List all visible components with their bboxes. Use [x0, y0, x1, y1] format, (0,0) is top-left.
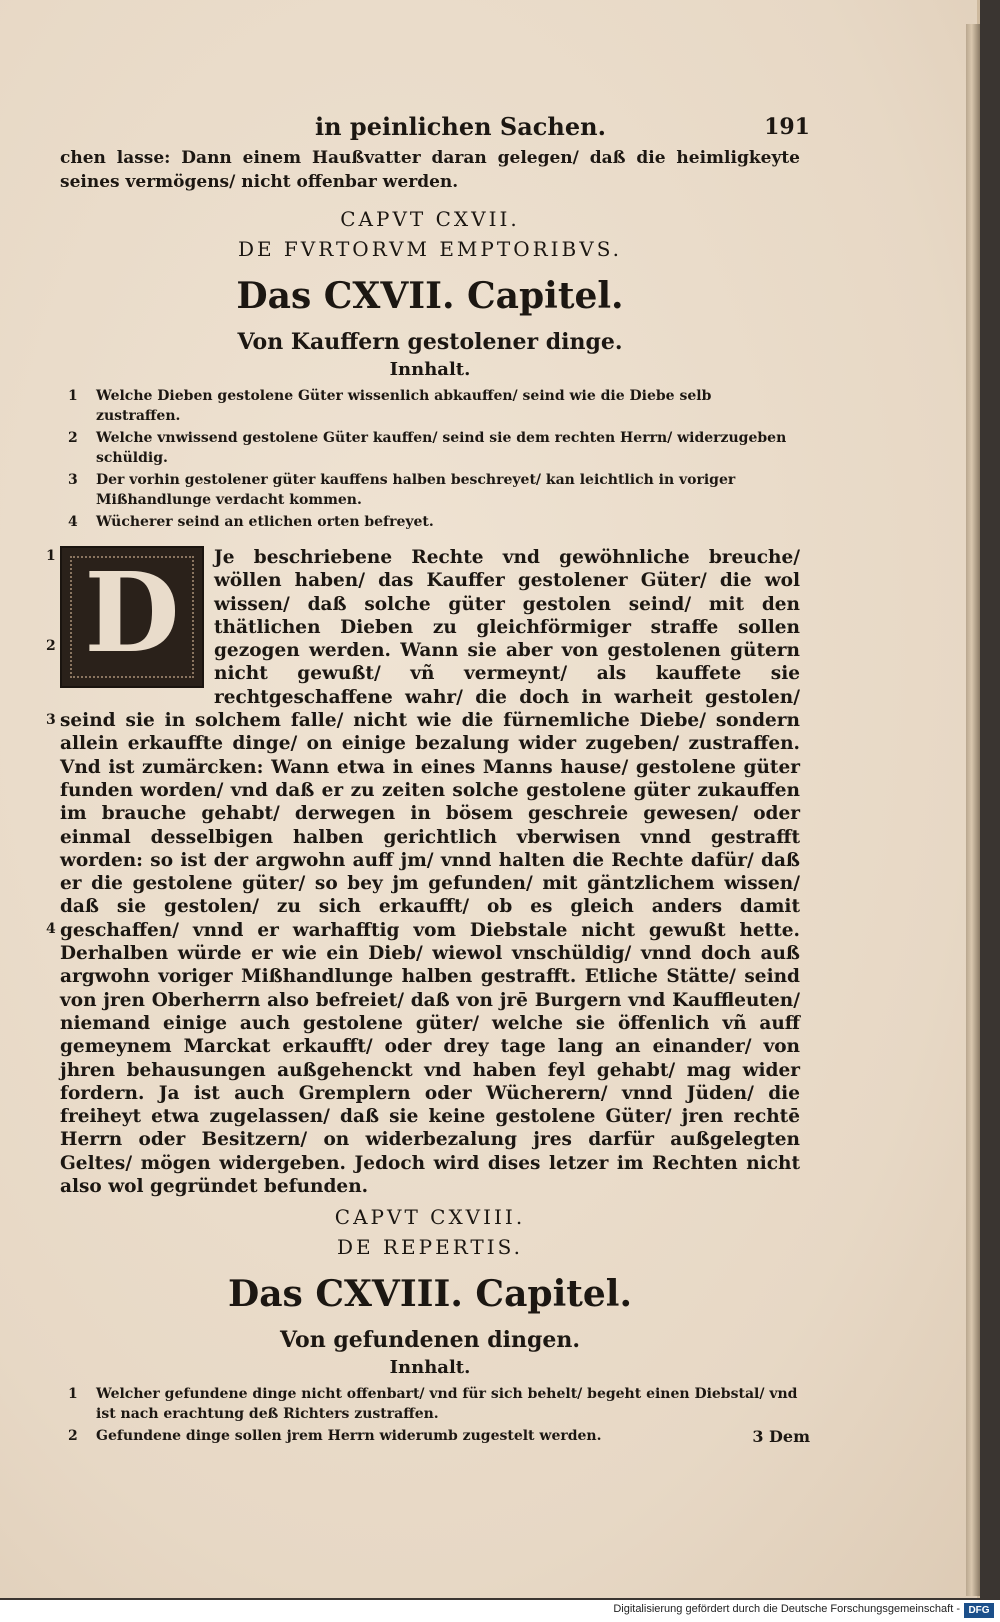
summary-item: 2 Gefundene dinge sollen jrem Herrn widerumb zugestelt werden. [68, 1428, 602, 1445]
running-title: in peinlichen Sachen. [315, 112, 606, 141]
folio-number: 191 [764, 114, 810, 140]
summary-list [60, 1384, 800, 1446]
margin-number: 4 [46, 921, 56, 937]
inhalt-label: Innhalt. [389, 1357, 471, 1379]
margin-number: 3 [46, 712, 56, 728]
summary-item: 2 Welche vnwissend gestolene Güter kauffen/ seind sie dem rechten Herrn/ widerzugeben schüldig. [68, 430, 787, 466]
carryover-text: chen lasse: Dann einem Haußvatter daran gelegen/ daß die heimligkeyte seines vermögens/ nicht offenbar werden. [60, 148, 800, 192]
chapter-heading: Das CXVIII. Capitel. [227, 1273, 632, 1316]
inhalt-label: Innhalt. [389, 359, 471, 380]
latin-title: DE REPERTIS. [337, 1235, 523, 1260]
dfg-logo: DFG [964, 1603, 994, 1618]
caput-heading: CAPVT CXVII. [340, 207, 520, 231]
summary-item: 3 Der vorhin gestolener güter kauffens halben beschreyet/ kan leichtlich in voriger Mißhandlunge verdacht kommen. [68, 472, 736, 508]
chapter-subtitle: Von Kauffern gestolener dinge. [237, 329, 623, 355]
chapter-heading: Das CXVII. Capitel. [236, 275, 624, 317]
summary-item: 4 Wücherer seind an etlichen orten befreyet. [68, 514, 434, 530]
decorated-initial: D [60, 546, 204, 688]
page-edge [966, 24, 980, 1596]
footer-bar [0, 1600, 1000, 1622]
running-head [60, 112, 810, 146]
latin-title: DE FVRTORVM EMPTORIBVS. [237, 237, 623, 261]
summary-item: 1 Welcher gefundene dinge nicht offenbart/ vnd für sich behelt/ begeht einen Diebstal/ vnd ist nach erachtung deß Richters zustraffen. [68, 1386, 798, 1423]
margin-number: 1 [46, 548, 56, 564]
funding-credit: Digitalisierung gefördert durch die Deutsche Forschungsgemeinschaft - [613, 1603, 960, 1615]
margin-number: 2 [46, 638, 56, 654]
catchword: 3 Dem [752, 1427, 810, 1447]
chapter-body [46, 546, 800, 1198]
caput-heading: CAPVT CXVIII. [334, 1205, 526, 1230]
chapter-subtitle: Von gefundenen dingen. [279, 1327, 580, 1354]
page-content [46, 112, 810, 1448]
summary-list [60, 386, 800, 532]
body-paragraph: Je beschriebene Rechte vnd gewöhnliche breuche/ wöllen haben/ das Kauffer gestolener Güter/ die wol wissen/ daß solche güter gestolen seind/ mit den thätlichen Dieben zu gleichförmiger straffe sollen gezogen werden. Wann sie aber von gestolenen gütern nicht gewußt/ vñ vermeynt/ als kauffete sie rechtgeschaffene wahr/ die doch in warheit gestolen/ seind sie in solchem falle/ nicht wie die fürnemliche Diebe/ sondern allein erkauffte dinge/ on einige bezalung wider zugeben/ zustraffen. Vnd ist zumärcken: Wann etwa in eines Manns hause/ gestolene güter funden worden/ vnd daß er zu zeiten solche gestolene güter zukauffen im brauche gehabt/ derwegen in bösem geschreie gewesen/ oder einmal desselbigen halben gerichtlich vberwisen vnnd gestrafft worden: so ist der argwohn auff jm/ vnnd halten die Rechte dafür/ daß er die gestolene güter/ so bey jm gefunden/ mit gäntzlichem wissen/ daß sie gestolen/ zu sich erkaufft/ ob es gleich anders damit geschaffen/ vnnd er warhafftig vom Diebstale nicht gewußt hette. Derhalben würde er wie ein Dieb/ wiewol vnschüldig/ vnnd doch auß argwohn voriger Mißhandlunge halben gestrafft. Etliche Stätte/ seind von jren Oberherrn also befreiet/ daß von jrē Burgern vnd Kauffleuten/ niemand einige auch gestolene güter/ welche sie öffenlich vñ auff gemeynem Marckat erkaufft/ oder drey tage lang an einander/ von jhren behausungen außgehenckt vnd haben feyl gehabt/ mag wider fordern. Ja ist auch Gremplern oder Wücherern/ vnnd Jüden/ die freiheyt etwa zugelassen/ daß sie keine gestolene Güter/ jren rechtē Herrn oder Besitzern/ on widerbezalung jres darfür außgelegten Geltes/ mögen widergeben. Jedoch wird dises letzer im Rechten nicht also wol gegründet befunden. [60, 547, 800, 1198]
summary-item: 1 Welche Dieben gestolene Güter wissenlich abkauffen/ seind wie die Diebe selb zustraffen. [68, 388, 712, 424]
